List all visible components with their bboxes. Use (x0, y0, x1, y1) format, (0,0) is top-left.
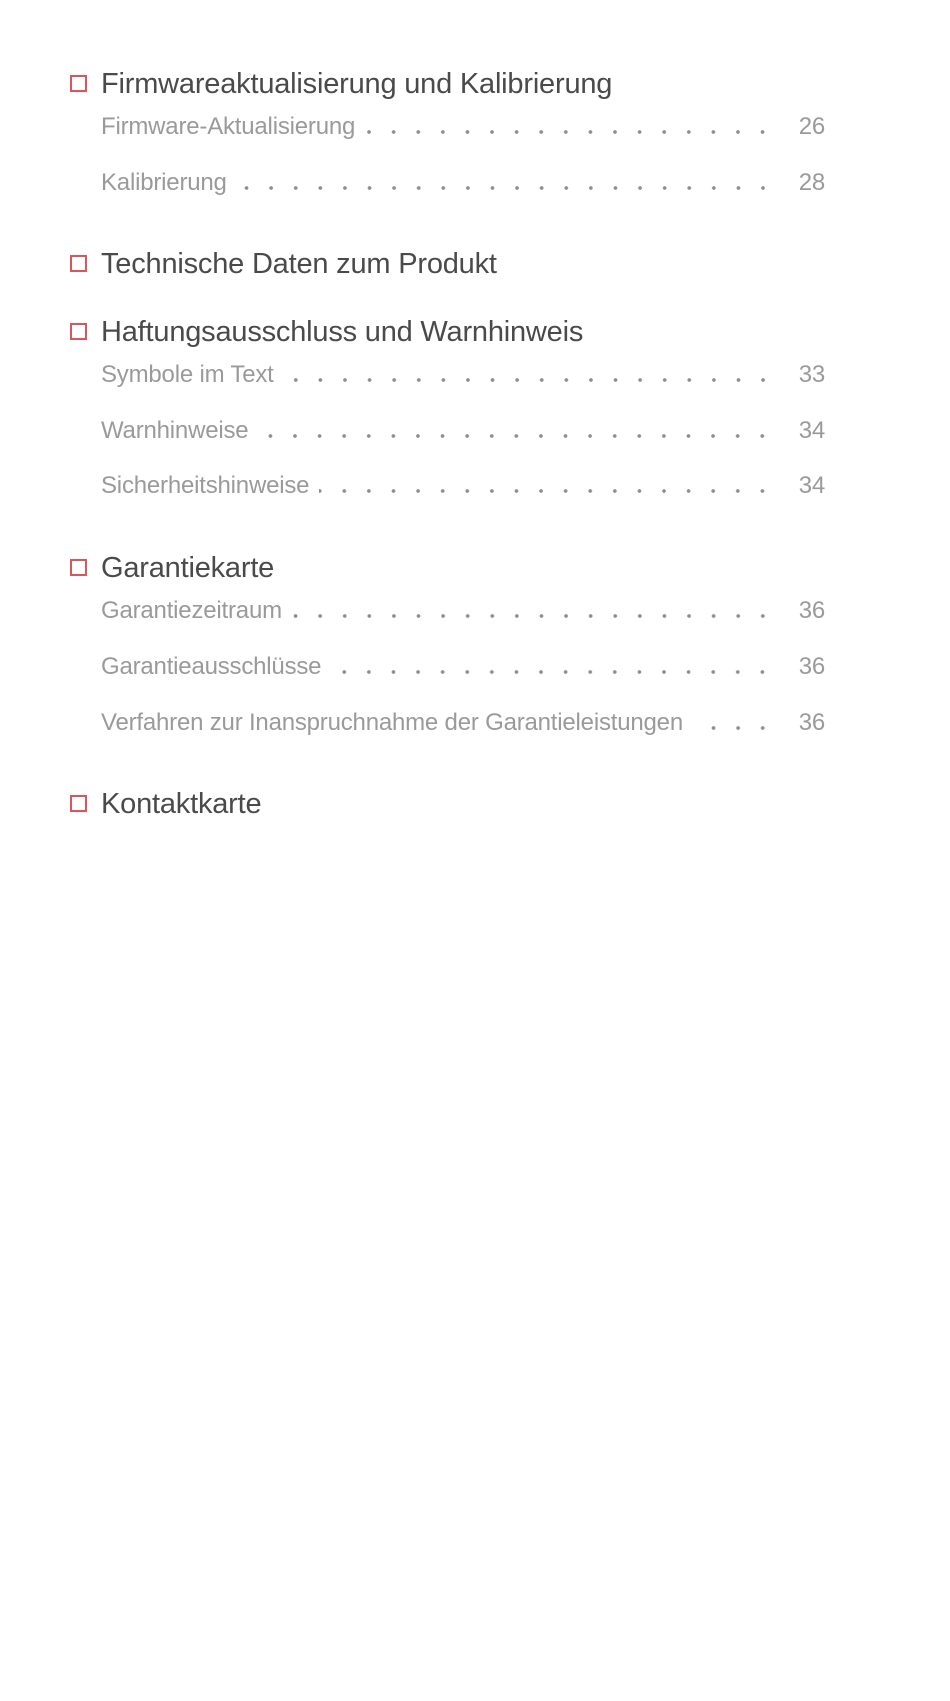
dot-leader (258, 414, 775, 448)
checkbox-icon[interactable] (70, 559, 87, 576)
toc-entry-page-number: 26 (798, 113, 825, 140)
toc-entry[interactable] (101, 414, 825, 448)
toc-entry[interactable] (101, 469, 825, 503)
checkbox-icon[interactable] (70, 75, 87, 92)
toc-entry-label: Garantieausschlüsse (101, 653, 322, 680)
toc-section-heading[interactable] (0, 786, 950, 826)
checkbox-icon[interactable] (70, 323, 87, 340)
toc-section-title: Firmwareaktualisierung und Kalibrierung (101, 68, 613, 100)
toc-entry[interactable] (101, 166, 825, 200)
toc-entry-label: Sicherheitshinweise (101, 472, 310, 499)
toc-entry-page-number: 36 (798, 597, 825, 624)
toc-section-heading[interactable] (0, 66, 950, 106)
toc-section-title: Kontaktkarte (101, 788, 262, 820)
dot-leader (237, 166, 775, 200)
toc-entry-label: Garantiezeitraum (101, 597, 282, 624)
toc-entry[interactable] (101, 706, 825, 740)
toc-entry[interactable] (101, 110, 825, 144)
toc-entry-label: Symbole im Text (101, 361, 274, 388)
checkbox-icon[interactable] (70, 795, 87, 812)
dot-leader (292, 594, 775, 628)
toc-entry-label: Kalibrierung (101, 169, 227, 196)
dot-leader (693, 706, 775, 740)
toc-entry[interactable] (101, 594, 825, 628)
dot-leader (284, 358, 775, 392)
toc-entry[interactable] (101, 650, 825, 684)
toc-section-title: Garantiekarte (101, 552, 275, 584)
toc-entry-page-number: 36 (798, 653, 825, 680)
toc-section-heading[interactable] (0, 246, 950, 286)
toc-entry[interactable] (101, 358, 825, 392)
toc-entry-label: Verfahren zur Inanspruchnahme der Garantieleistungen (101, 709, 683, 736)
dot-leader (331, 650, 775, 684)
toc-section-title: Haftungsausschluss und Warnhinweis (101, 316, 584, 348)
toc-section-heading[interactable] (0, 550, 950, 590)
checkbox-icon[interactable] (70, 255, 87, 272)
toc-entry-page-number: 34 (798, 472, 825, 499)
toc-section-heading[interactable] (0, 314, 950, 354)
toc-entry-page-number: 28 (798, 169, 825, 196)
toc-entry-page-number: 33 (798, 361, 825, 388)
dot-leader (365, 110, 775, 144)
toc-entry-page-number: 34 (798, 417, 825, 444)
toc-section-title: Technische Daten zum Produkt (101, 248, 497, 280)
toc-entry-label: Warnhinweise (101, 417, 249, 444)
toc-entry-page-number: 36 (798, 709, 825, 736)
dot-leader (319, 469, 775, 503)
toc-entry-label: Firmware-Aktualisierung (101, 113, 356, 140)
